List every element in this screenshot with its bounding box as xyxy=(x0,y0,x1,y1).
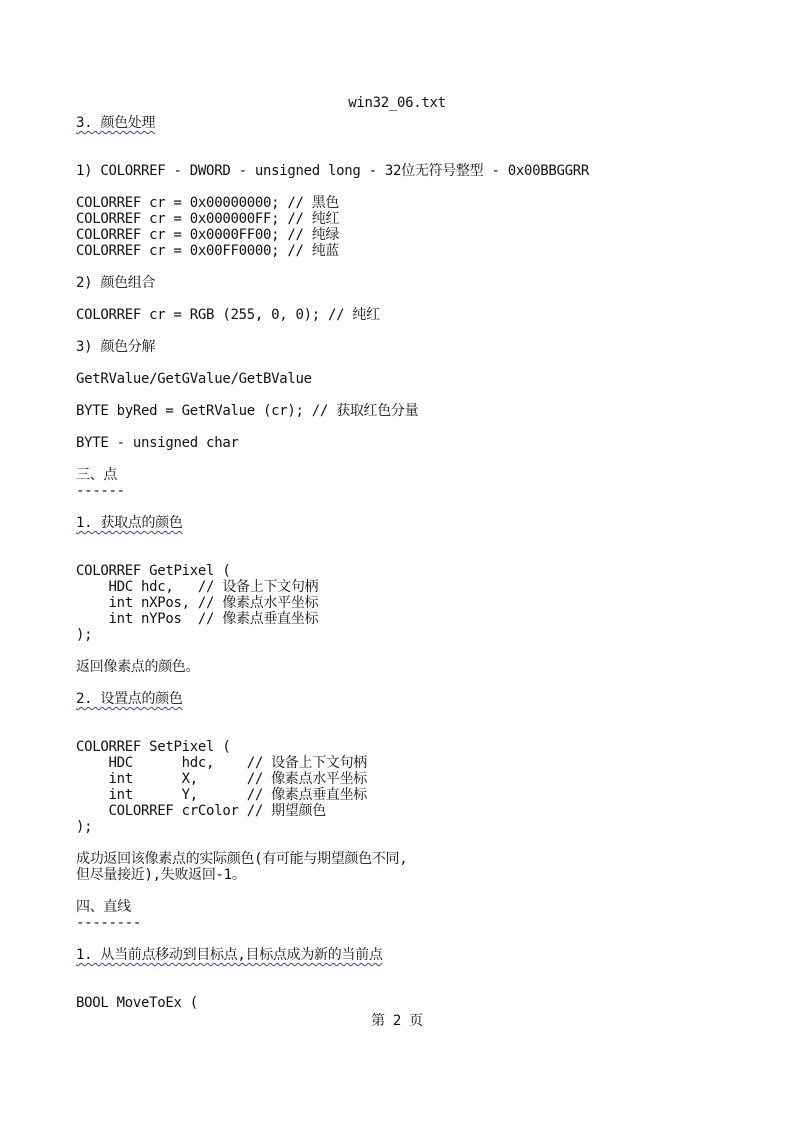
blank-line xyxy=(76,707,776,723)
blank-line xyxy=(76,179,776,195)
blank-line xyxy=(76,451,776,467)
code-line: BOOL MoveToEx ( xyxy=(76,995,198,1011)
blank-line xyxy=(76,883,776,899)
blank-line xyxy=(76,835,776,851)
code-line: COLORREF cr = RGB (255, 0, 0); // 纯红 xyxy=(76,307,380,323)
code-line: COLORREF cr = 0x00000000; // 黑色 xyxy=(76,195,340,211)
code-line: GetRValue/GetGValue/GetBValue xyxy=(76,371,312,387)
blank-line xyxy=(76,979,776,995)
text-line: 3) 颜色分解 xyxy=(76,339,156,355)
text-line: 但尽量接近),失败返回-1。 xyxy=(76,867,246,883)
blank-line xyxy=(76,387,776,403)
text-line: 2) 颜色组合 xyxy=(76,275,156,291)
blank-line xyxy=(76,355,776,371)
blank-line xyxy=(76,499,776,515)
chapter-heading: 三、点 xyxy=(76,467,118,483)
chapter-heading: 四、直线 xyxy=(76,899,131,915)
heading-rule: ------ xyxy=(76,483,125,499)
section-heading: 3. 颜色处理 xyxy=(76,115,156,131)
blank-line xyxy=(76,419,776,435)
code-line: COLORREF crColor // 期望颜色 xyxy=(76,803,326,819)
code-line: COLORREF SetPixel ( xyxy=(76,739,231,755)
code-line: COLORREF cr = 0x0000FF00; // 纯绿 xyxy=(76,227,340,243)
section-heading: 2. 设置点的颜色 xyxy=(76,691,183,707)
blank-line xyxy=(76,131,776,147)
code-line: ); xyxy=(76,627,93,643)
code-line: HDC hdc, // 设备上下文句柄 xyxy=(76,755,367,771)
blank-line xyxy=(76,643,776,659)
code-line: int nYPos // 像素点垂直坐标 xyxy=(76,611,319,627)
section-heading: 1. 从当前点移动到目标点,目标点成为新的当前点 xyxy=(76,947,383,963)
blank-line xyxy=(76,291,776,307)
blank-line xyxy=(76,963,776,979)
blank-line xyxy=(76,531,776,547)
text-line: 成功返回该像素点的实际颜色(有可能与期望颜色不同, xyxy=(76,851,408,867)
blank-line xyxy=(76,147,776,163)
blank-line xyxy=(76,547,776,563)
code-line: int X, // 像素点水平坐标 xyxy=(76,771,367,787)
code-line: COLORREF GetPixel ( xyxy=(76,563,231,579)
file-title: win32_06.txt xyxy=(348,95,446,111)
blank-line xyxy=(76,259,776,275)
text-line: 返回像素点的颜色。 xyxy=(76,659,200,675)
code-line: COLORREF cr = 0x00FF0000; // 纯蓝 xyxy=(76,243,340,259)
code-line: int nXPos, // 像素点水平坐标 xyxy=(76,595,319,611)
heading-rule: -------- xyxy=(76,915,142,931)
blank-line xyxy=(76,675,776,691)
blank-line xyxy=(76,323,776,339)
code-line: BYTE byRed = GetRValue (cr); // 获取红色分量 xyxy=(76,403,419,419)
blank-line xyxy=(76,931,776,947)
document-body xyxy=(76,115,776,1011)
code-line: COLORREF cr = 0x000000FF; // 纯红 xyxy=(76,211,340,227)
text-line: 1) COLORREF - DWORD - unsigned long - 32位无符号整型 - 0x00BBGGRR xyxy=(76,163,590,179)
page-number: 第 2 页 xyxy=(371,1013,423,1029)
code-line: int Y, // 像素点垂直坐标 xyxy=(76,787,367,803)
text-line: BYTE - unsigned char xyxy=(76,435,239,451)
code-line: ); xyxy=(76,819,93,835)
code-line: HDC hdc, // 设备上下文句柄 xyxy=(76,579,319,595)
blank-line xyxy=(76,723,776,739)
section-heading: 1. 获取点的颜色 xyxy=(76,515,183,531)
